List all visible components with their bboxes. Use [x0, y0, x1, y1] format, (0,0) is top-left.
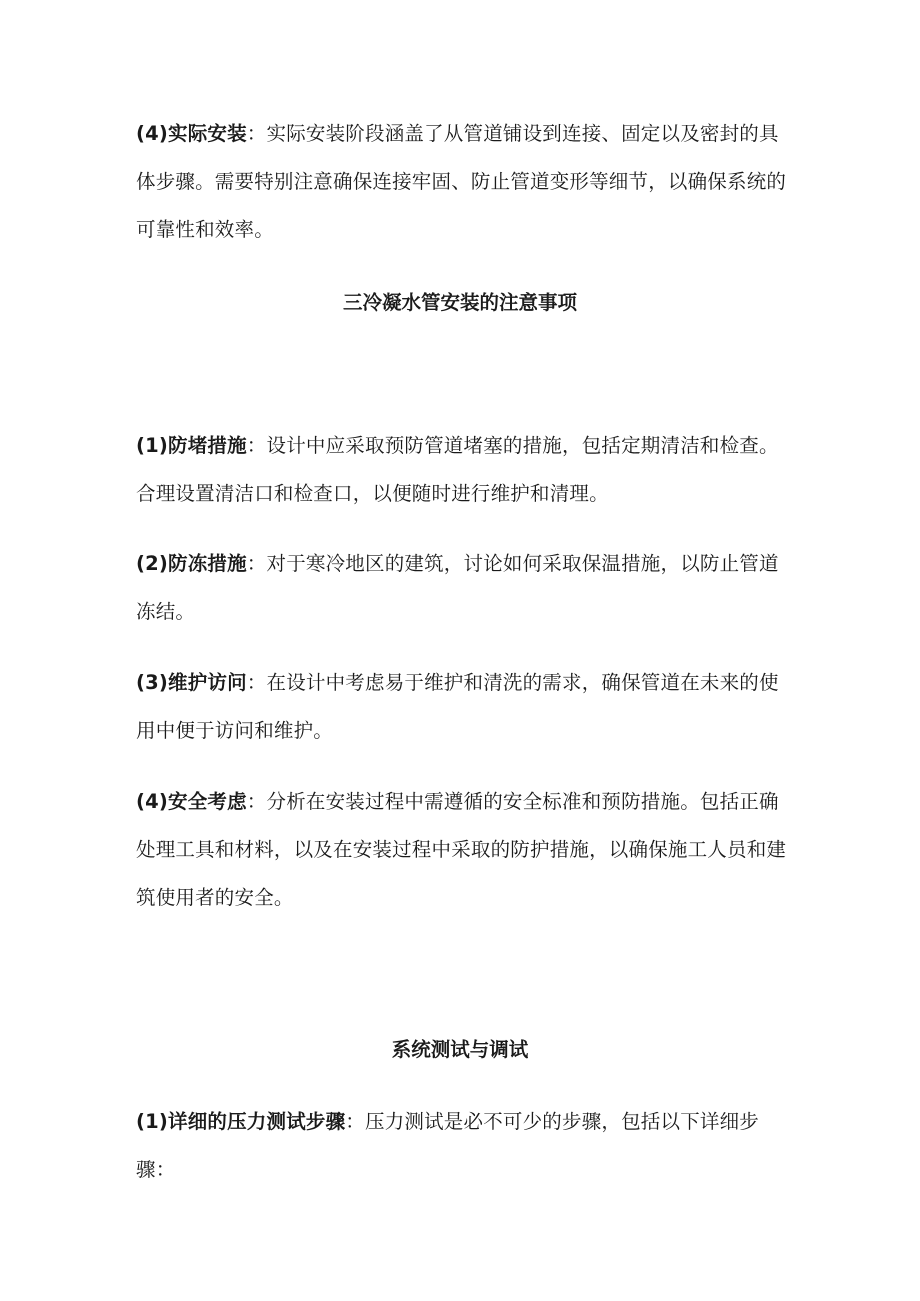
- paragraph-lead: (3)维护访问: [136, 671, 247, 694]
- paragraph-lead: (4)安全考虑: [136, 790, 247, 813]
- paragraph-anti-freeze: [136, 540, 796, 636]
- paragraph-pressure-test: [136, 1098, 796, 1194]
- paragraph-lead: (1)详细的压力测试步骤: [136, 1110, 346, 1133]
- paragraph-body: ：设计中应采取预防管道堵塞的措施，包括定期清洁和检查。合理设置清洁口和检查口，以便随时进行维护和清理。: [136, 434, 779, 505]
- section-heading-condensate-pipe: 三冷凝水管安装的注意事项: [342, 291, 577, 314]
- paragraph-lead: (1)防堵措施: [136, 434, 247, 457]
- paragraph-maintenance-access: [136, 659, 796, 755]
- paragraph-body: ：实际安装阶段涵盖了从管道铺设到连接、固定以及密封的具体步骤。需要特别注意确保连接牢固、防止管道变形等细节，以确保系统的可靠性和效率。: [136, 122, 787, 241]
- paragraph-body: ：在设计中考虑易于维护和清洗的需求，确保管道在未来的使用中便于访问和维护。: [136, 671, 779, 742]
- paragraph-anti-blockage: [136, 422, 796, 518]
- paragraph-lead: (4)实际安装: [136, 122, 247, 145]
- paragraph-safety: [136, 778, 796, 922]
- paragraph-actual-installation: [136, 110, 796, 254]
- paragraph-body: ：分析在安装过程中需遵循的安全标准和预防措施。包括正确处理工具和材料，以及在安装过程中采取的防护措施，以确保施工人员和建筑使用者的安全。: [136, 790, 787, 909]
- section-heading-system-testing: 系统测试与调试: [391, 1038, 529, 1061]
- paragraph-body: ：对于寒冷地区的建筑，讨论如何采取保温措施，以防止管道冻结。: [136, 552, 779, 623]
- paragraph-body: ：压力测试是必不可少的步骤，包括以下详细步骤：: [136, 1110, 759, 1181]
- paragraph-lead: (2)防冻措施: [136, 552, 247, 575]
